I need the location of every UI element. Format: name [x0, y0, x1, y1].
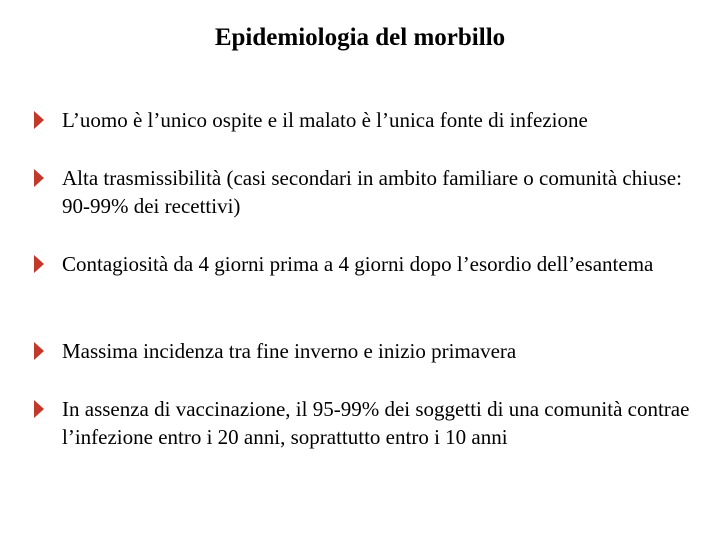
bullet-item-3 [34, 250, 700, 278]
bullet-text: Massima incidenza tra fine inverno e inizio primavera [62, 339, 517, 363]
bullet-text: In assenza di vaccinazione, il 95-99% dei soggetti di una comunità contrae l’infezione entro i 20 anni, soprattutto entro i 10 anni [62, 397, 690, 449]
bullet-item-2 [34, 164, 700, 220]
bullet-text: Contagiosità da 4 giorni prima a 4 giorni dopo l’esordio dell’esantema [62, 252, 654, 276]
triangle-bullet-icon [34, 400, 44, 418]
bullet-item-5 [34, 395, 700, 451]
triangle-bullet-icon [34, 169, 44, 187]
slide-title: Epidemiologia del morbillo [214, 24, 506, 51]
triangle-bullet-icon [34, 255, 44, 273]
bullet-item-1 [34, 106, 700, 134]
bullet-text: Alta trasmissibilità (casi secondari in ambito familiare o comunità chiuse: 90-99% dei recettivi) [62, 166, 682, 218]
bullet-item-4 [34, 337, 700, 365]
bullet-text: L’uomo è l’unico ospite e il malato è l’unica fonte di infezione [62, 108, 588, 132]
triangle-bullet-icon [34, 342, 44, 360]
triangle-bullet-icon [34, 111, 44, 129]
